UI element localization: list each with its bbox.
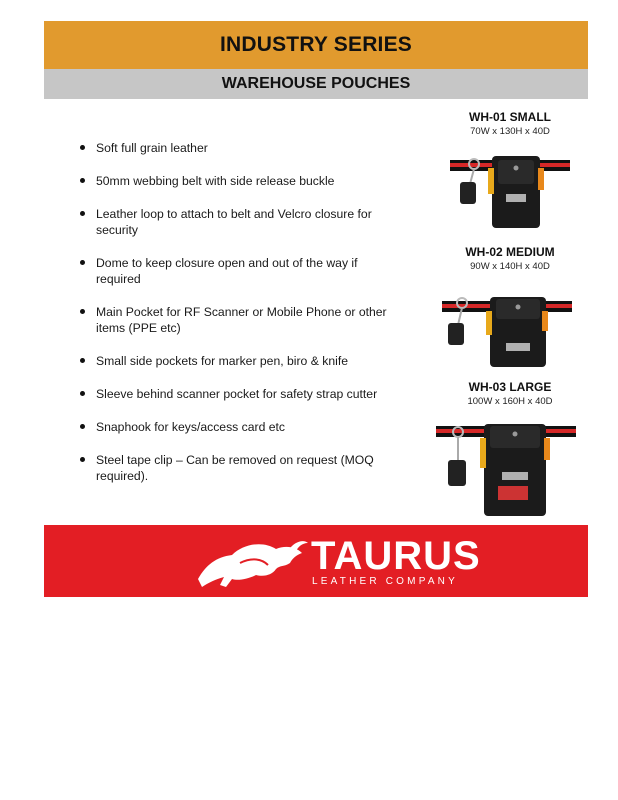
product-dimensions: 70W x 130H x 40D: [470, 126, 550, 137]
feature-item: Soft full grain leather: [78, 140, 398, 156]
product-wh03: [430, 380, 590, 520]
product-wh01: [430, 110, 590, 238]
feature-item: 50mm webbing belt with side release buckle: [78, 173, 398, 189]
brand-name: TAURUS: [311, 534, 481, 578]
bullet-icon: [80, 145, 85, 150]
bullet-icon: [80, 260, 85, 265]
bull-logo-icon: [192, 535, 310, 589]
feature-item: Main Pocket for RF Scanner or Mobile Phone or other items (PPE etc): [78, 304, 398, 336]
bullet-icon: [80, 457, 85, 462]
bullet-icon: [80, 391, 85, 396]
product-name: WH-01 SMALL: [469, 110, 551, 124]
pouch-medium-image: [430, 273, 590, 373]
product-dimensions: 100W x 160H x 40D: [467, 396, 553, 407]
pouch-small-image: [430, 138, 590, 238]
product-dimensions: 90W x 140H x 40D: [470, 261, 550, 272]
bullet-icon: [80, 309, 85, 314]
brand-banner: [44, 525, 588, 597]
product-wh02: [430, 245, 590, 373]
feature-list: [78, 140, 398, 501]
feature-item: Small side pockets for marker pen, biro & knife: [78, 353, 398, 369]
feature-item: Dome to keep closure open and out of the way if required: [78, 255, 398, 287]
feature-item: Steel tape clip – Can be removed on request (MOQ required).: [78, 452, 398, 484]
feature-item: Sleeve behind scanner pocket for safety strap cutter: [78, 386, 398, 402]
pouch-large-image: [430, 408, 590, 520]
bullet-icon: [80, 211, 85, 216]
subtitle-banner: [44, 69, 588, 99]
product-name: WH-03 LARGE: [468, 380, 552, 394]
brand-tagline: LEATHER COMPANY: [312, 576, 458, 587]
title-banner: [44, 21, 588, 69]
page-title: INDUSTRY SERIES: [219, 33, 413, 56]
feature-item: Snaphook for keys/access card etc: [78, 419, 398, 435]
product-name: WH-02 MEDIUM: [465, 245, 555, 259]
feature-item: Leather loop to attach to belt and Velcro closure for security: [78, 206, 398, 238]
bullet-icon: [80, 178, 85, 183]
bullet-icon: [80, 358, 85, 363]
bullet-icon: [80, 424, 85, 429]
page-subtitle: WAREHOUSE POUCHES: [221, 75, 411, 92]
